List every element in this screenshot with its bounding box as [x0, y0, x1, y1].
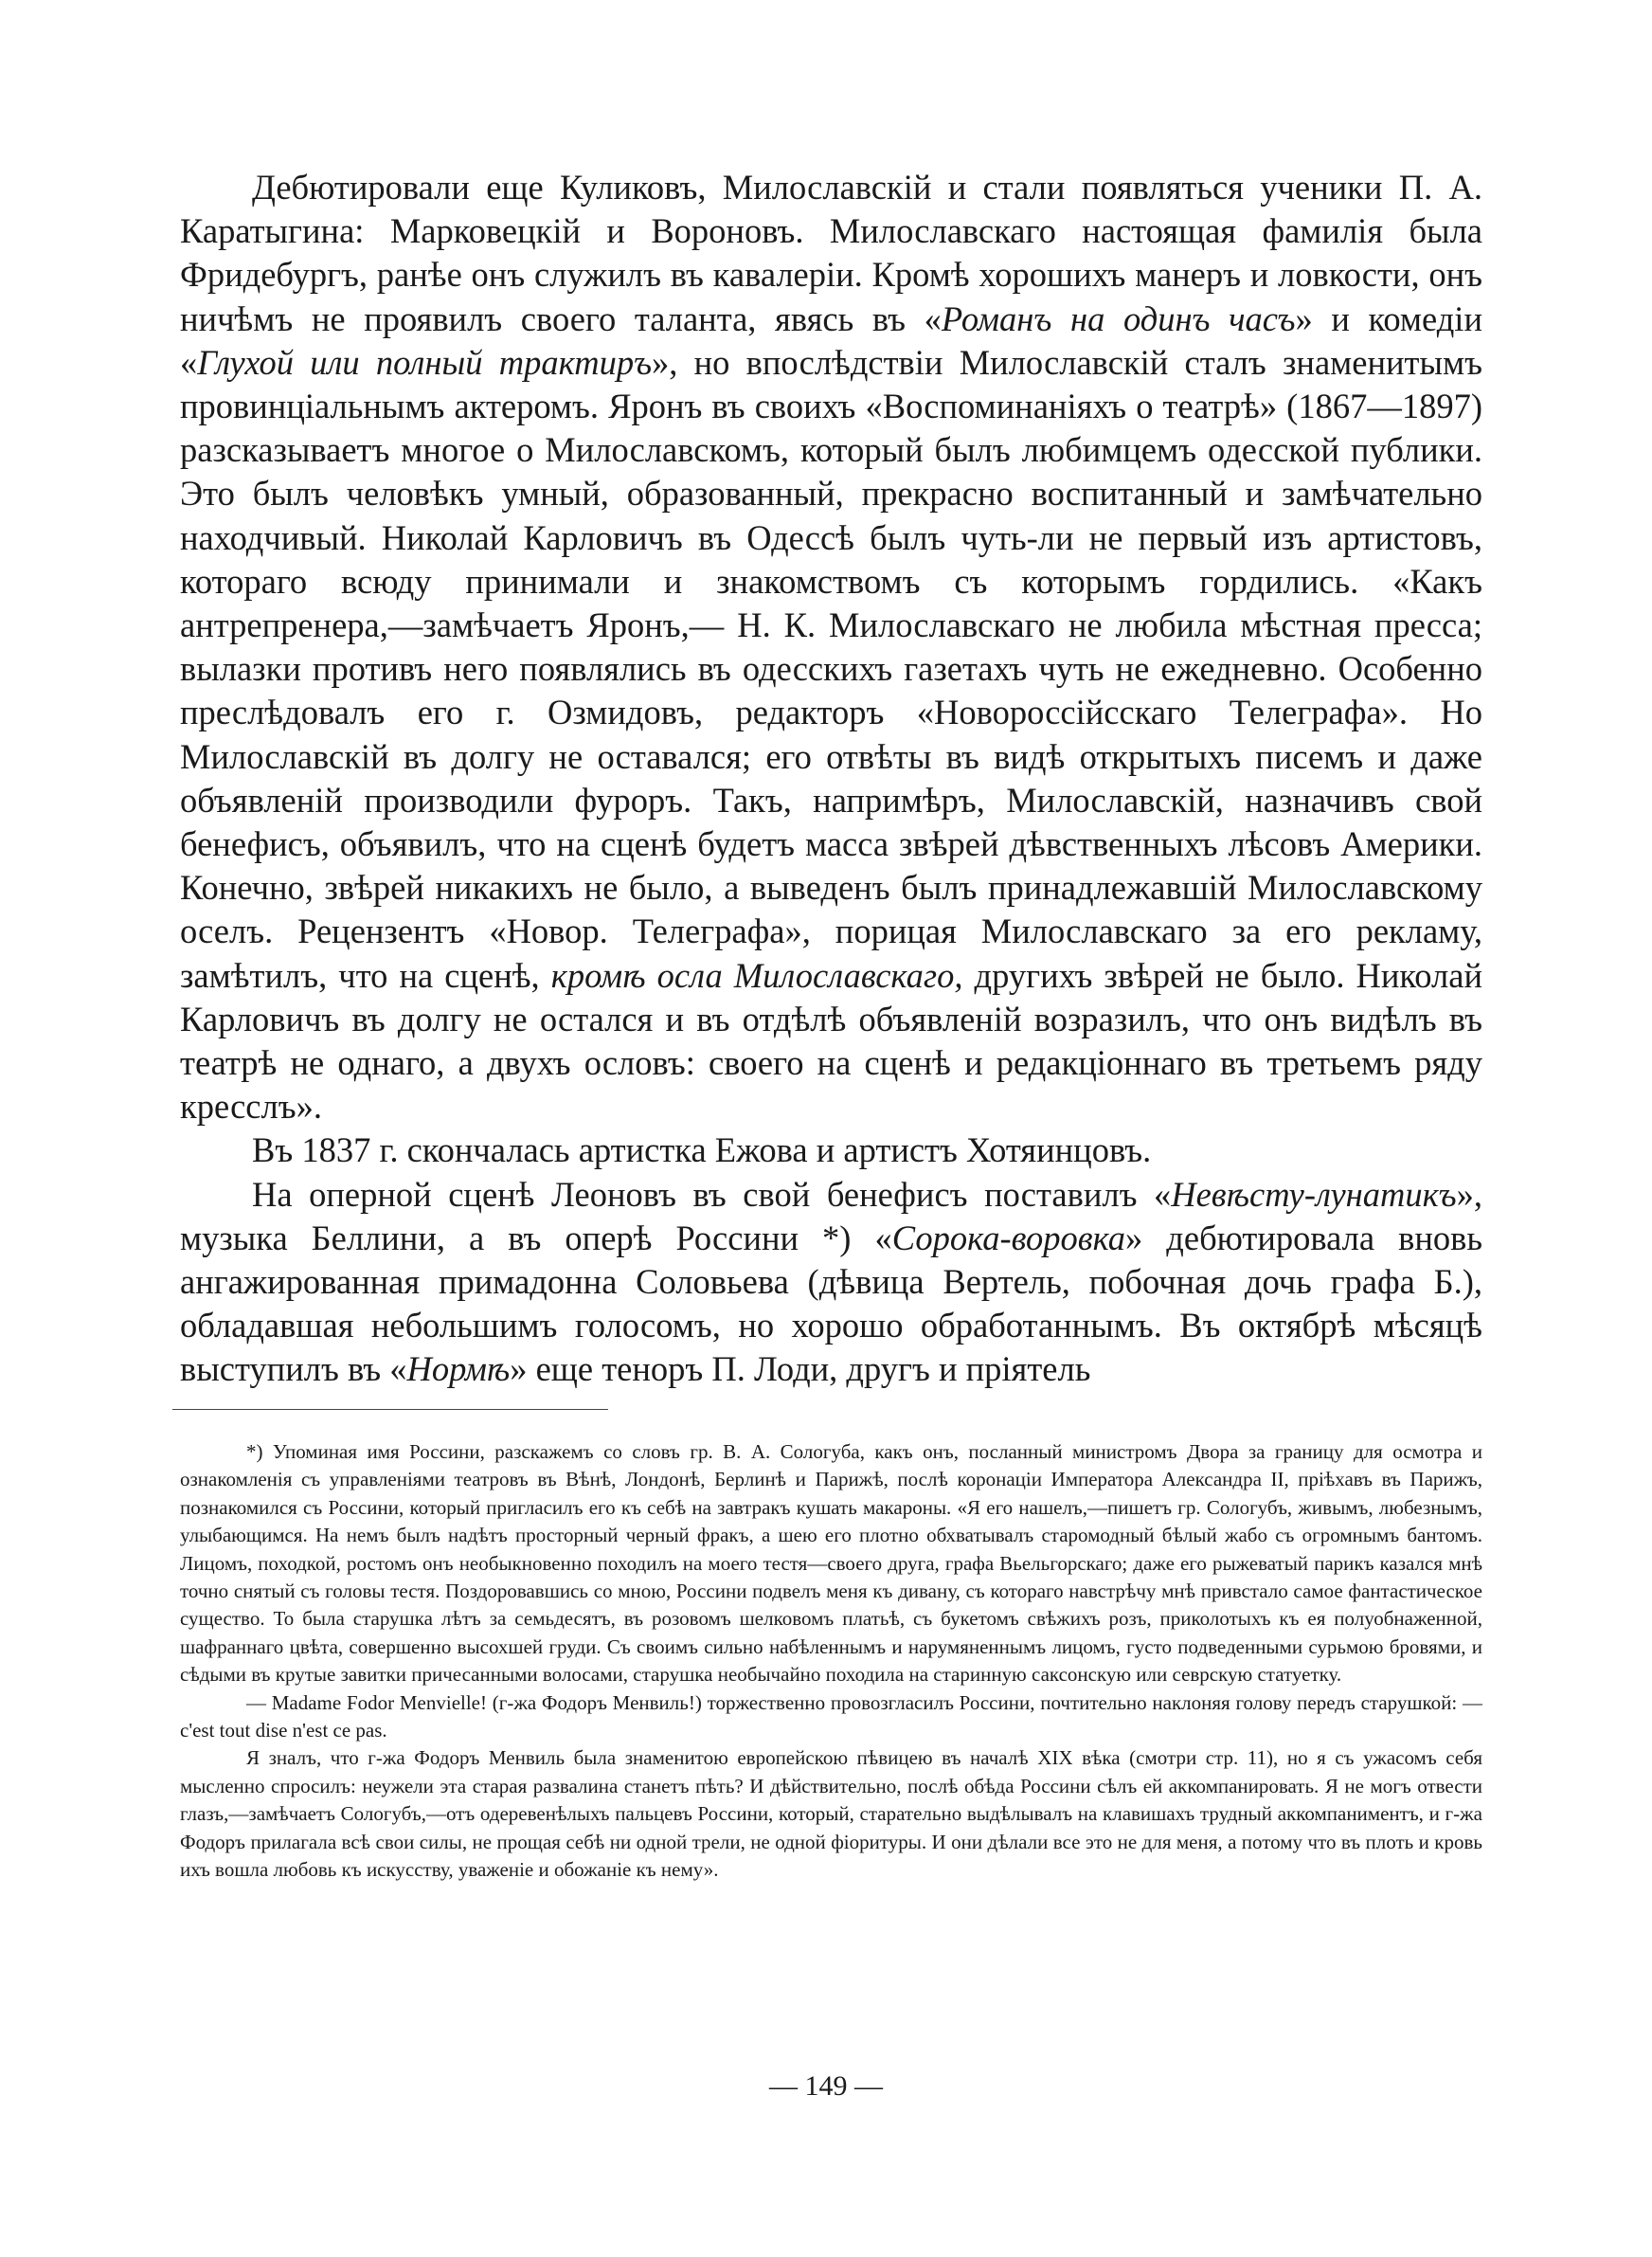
opera-title-soroka: Сорока-воровка: [891, 1218, 1126, 1257]
footnote-divider: [172, 1409, 608, 1410]
page-number: — 149 —: [769, 2070, 883, 2102]
paragraph-3-text: На оперной сценѣ Леоновъ въ свой бенефисъ поставилъ «: [252, 1174, 1172, 1214]
paragraph-1-text: другихъ звѣрей не было. Николай Карловичъ въ долгу не остался и въ отдѣлѣ объявленій возразилъ, что онъ видѣлъ въ театрѣ не однаго, а двухъ ословъ: своего на сценѣ и редакціоннаго въ третьемъ ряду кресслъ».: [180, 955, 1483, 1127]
opera-title-nevesta: Невѣсту-лунатикъ: [1171, 1174, 1457, 1214]
paragraph-3-text: » еще теноръ П. Лоди, другъ и пріятель: [510, 1349, 1091, 1389]
italic-phrase: кромѣ осла Милославскаго,: [550, 955, 963, 995]
paragraph-1-text: », но впослѣдствіи Милославскій сталъ знаменитымъ провинціальнымъ актеромъ. Яронъ въ своихъ «Воспоминаніяхъ о театрѣ» (1867—1897) разсказываетъ многое о Милославскомъ, который былъ любимцемъ одесской публики. Это былъ человѣкъ умный, образованный, прекрасно воспитанный и замѣчательно находчивый. Николай Карловичъ въ Одессѣ былъ чуть-ли не первый изъ артистовъ, котораго всюду принимали и знакомствомъ съ которымъ гордились. «Какъ антрепренера,—замѣчаетъ Яронъ,— Н. К. Милославскаго не любила мѣстная пресса; вылазки противъ него появлялись въ одесскихъ газетахъ чуть не ежедневно. Особенно преслѣдовалъ его г. Озмидовъ, редакторъ «Новороссійсскаго Телеграфа». Но Милославскій въ долгу не оставался; его отвѣты въ видѣ открытыхъ писемъ и даже объявленій производили фуроръ. Такъ, напримѣръ, Милославскій, назначивъ свой бенефисъ, объявилъ, что на сценѣ будетъ масса звѣрей дѣвственныхъ лѣсовъ Америки. Конечно, звѣрей никакихъ не было, а выведенъ былъ принадлежавшій Милославскому оселъ. Рецензентъ «Новор. Телеграфа», порицая Милославскаго за его рекламу, замѣтилъ, что на сценѣ,: [180, 342, 1482, 995]
footnotes: [180, 1438, 1482, 1885]
paragraph-3-text: », музыка Беллини, а въ оперѣ Россини *) «: [180, 1174, 1482, 1257]
footnote-2: — Madame Fodor Menvielle! (г-жа Фодоръ Менвиль!) торжественно провозгласилъ Россини, почтительно наклоняя голову передъ старушкой: — c'est tout dise n'est ce pas.: [180, 1690, 1482, 1742]
paragraph-1-text: » и комедіи «: [180, 298, 1482, 382]
play-title-roman: Романъ на одинъ часъ: [941, 298, 1296, 338]
footnote-1: *) Упоминая имя Россини, разскажемъ со словъ гр. В. А. Сологуба, какъ онъ, посланный министромъ Двора за границу для осмотра и ознакомленія съ управленіями театровъ въ Вѣнѣ, Лондонѣ, Берлинѣ и Парижѣ, послѣ коронаціи Императора Александра II, пріѣхавъ въ Парижъ, познакомился съ Россини, который пригласилъ его къ себѣ на завтракъ кушать макароны. «Я его нашелъ,—пишетъ гр. Сологубъ, живымъ, любезнымъ, улыбающимся. На немъ былъ надѣтъ просторный черный фракъ, а шею его плотно обхватывалъ старомодный бѣлый жабо съ огромнымъ бантомъ. Лицомъ, походкой, ростомъ онъ необыкновенно походилъ на моего тестя—своего друга, графа Вьельгорскаго; даже его рыжеватый парикъ казался мнѣ точно снятый съ головы тестя. Поздоровавшись со мною, Россини подвелъ меня къ дивану, съ котораго навстрѣчу мнѣ привстало самое фантастическое существо. То была старушка лѣтъ за семьдесятъ, въ розовомъ шелковомъ платьѣ, съ букетомъ свѣжихъ розъ, приколотыхъ къ ея полуобнаженной, шафраннаго цвѣта, совершенно высохшей груди. Съ своимъ сильно набѣленнымъ и нарумяненнымъ лицомъ, густо подведенными сурьмою бровями, и сѣдыми въ крутые завитки причесанными волосами, старушка необычайно походила на старинную саксонскую или севрскую статуетку.: [180, 1440, 1482, 1687]
paragraph-3: [180, 1173, 1482, 1392]
play-title-traktir: Глухой или полный трактиръ: [197, 342, 653, 382]
paragraph-1-text: Дебютировали еще Куликовъ, Милославскій и стали появляться ученики П. А. Каратыгина: Марковецкій и Вороновъ. Милославскаго настоящая фамилія была Фридебургъ, ранѣе онъ служилъ въ кавалеріи. Кромѣ хорошихъ манеръ и ловкости, онъ ничѣмъ не проявилъ своего таланта, явясь въ «: [180, 168, 1482, 338]
footnote-3: Я зналъ, что г-жа Фодоръ Менвиль была знаменитою европейскою пѣвицею въ началѣ XIX вѣка (смотри стр. 11), но я съ ужасомъ себя мысленно спросилъ: неужели эта старая развалина станетъ пѣть? И дѣйствительно, послѣ обѣда Россини сѣлъ ей аккомпанировать. Я не могъ отвести глазъ,—замѣчаетъ Сологубъ,—отъ одеревенѣлыхъ пальцевъ Россини, который, старательно выдѣлывалъ на клавишахъ трудный аккомпаниментъ, и г-жа Фодоръ прилагала всѣ свои силы, не прощая себѣ ни одной трели, не одной фіоритуры. И они дѣлали все это не для меня, а потому что въ плоть и кровь ихъ вошла любовь къ искусству, уваженіе и обожаніе къ нему».: [180, 1746, 1482, 1882]
opera-title-norma: Нормѣ: [406, 1349, 511, 1389]
paragraph-3-text: » дебютировала вновь ангажированная примадонна Соловьева (дѣвица Вертель, побочная дочь графа Б.), обладавшая небольшимъ голосомъ, но хорошо обработаннымъ. Въ октябрѣ мѣсяцѣ выступилъ въ «: [180, 1218, 1483, 1389]
paragraph-1: [180, 166, 1482, 1128]
main-text: [180, 166, 1482, 1392]
paragraph-2: Въ 1837 г. скончалась артистка Ежова и артистъ Хотяинцовъ.: [252, 1130, 1152, 1170]
